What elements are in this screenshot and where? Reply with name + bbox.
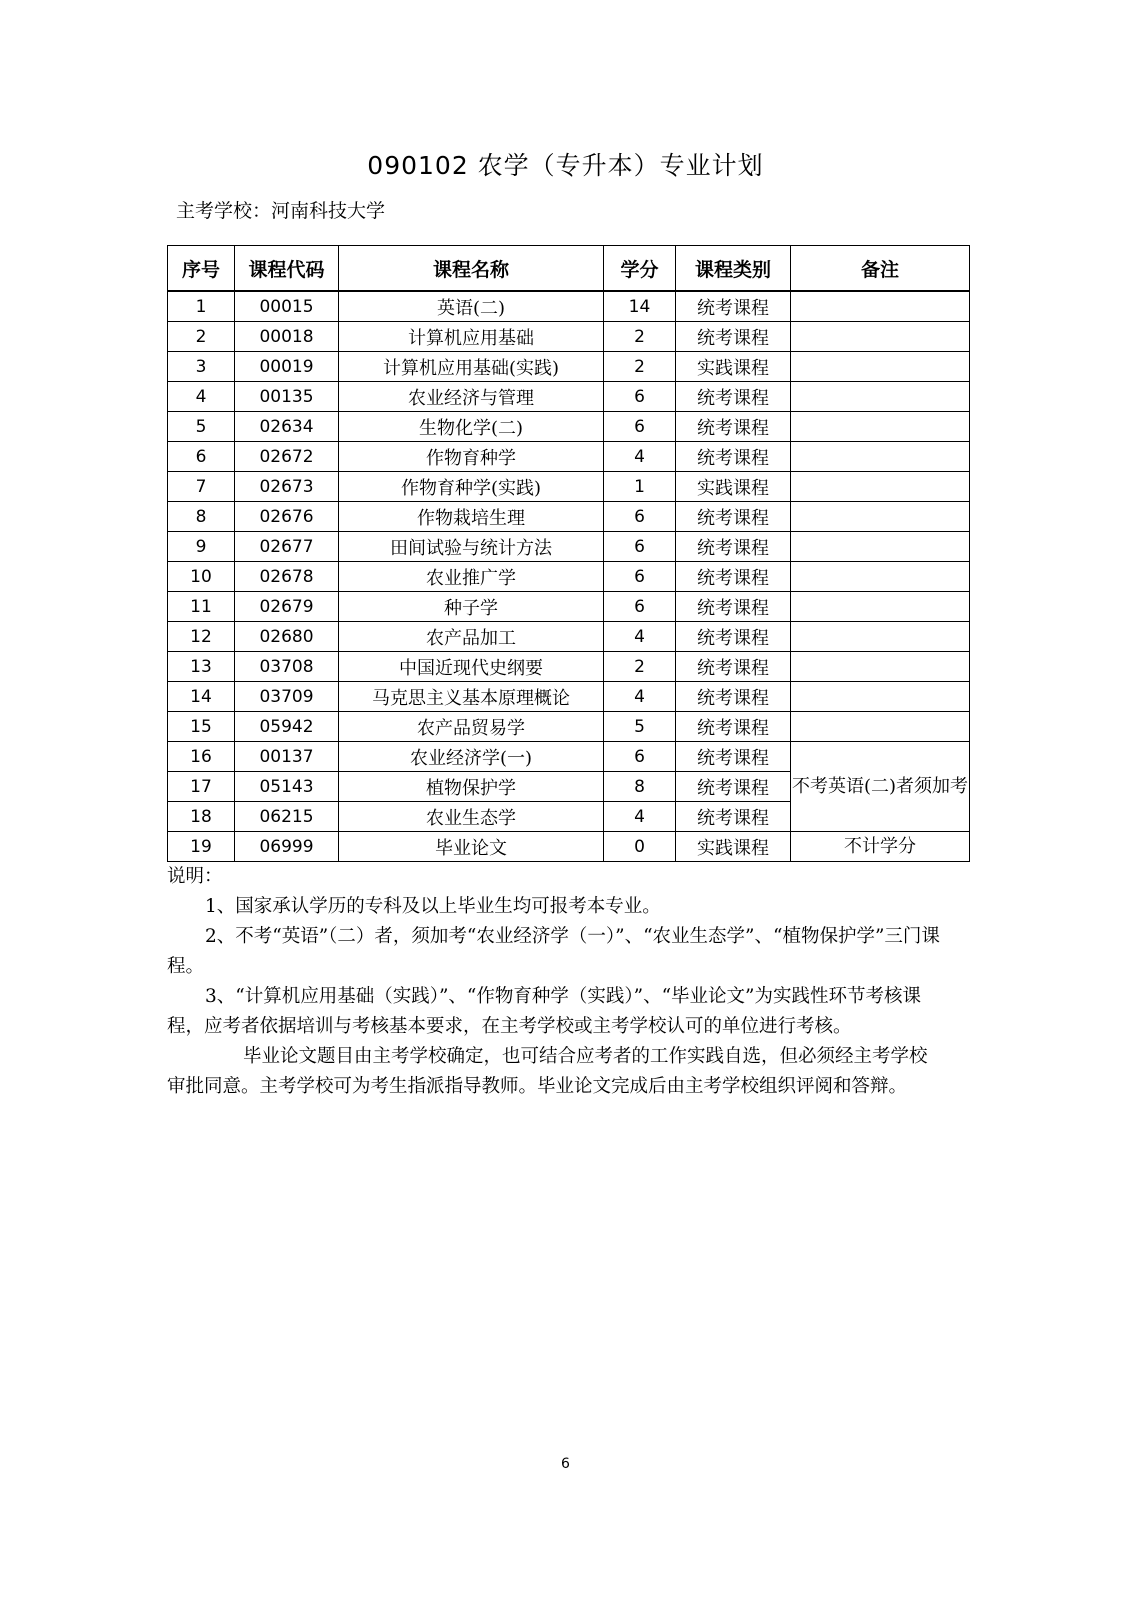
row-course-type: 统考课程 [676, 322, 791, 352]
header-credit: 学分 [604, 246, 676, 292]
row-course-name: 中国近现代史纲要 [339, 652, 604, 682]
row-credit: 6 [604, 742, 676, 772]
row-course-type: 统考课程 [676, 772, 791, 802]
row-seq: 17 [168, 772, 235, 802]
table-row [168, 472, 970, 502]
table-row [168, 352, 970, 382]
row-note [791, 382, 970, 412]
table-row [168, 712, 970, 742]
row-seq: 16 [168, 742, 235, 772]
row-course-type: 统考课程 [676, 442, 791, 472]
course-plan-table [167, 245, 970, 862]
row-note [791, 502, 970, 532]
row-course-type: 统考课程 [676, 412, 791, 442]
row-course-type: 统考课程 [676, 532, 791, 562]
row-note [791, 562, 970, 592]
row-course-code: 05942 [235, 712, 339, 742]
row-credit: 4 [604, 622, 676, 652]
row-seq: 15 [168, 712, 235, 742]
row-course-name: 农产品加工 [339, 622, 604, 652]
row-credit: 1 [604, 472, 676, 502]
row-course-name: 农业经济学(一) [339, 742, 604, 772]
row-course-name: 毕业论文 [339, 832, 604, 862]
row-course-type: 统考课程 [676, 622, 791, 652]
header-code: 课程代码 [235, 246, 339, 292]
row-note [791, 622, 970, 652]
row-seq: 4 [168, 382, 235, 412]
row-course-code: 02673 [235, 472, 339, 502]
row-seq: 3 [168, 352, 235, 382]
table-row [168, 742, 970, 772]
row-note [791, 291, 970, 322]
row-note [791, 412, 970, 442]
row-course-code: 03709 [235, 682, 339, 712]
row-seq: 19 [168, 832, 235, 862]
row-credit: 14 [604, 291, 676, 322]
row-note [791, 712, 970, 742]
row-course-code: 00018 [235, 322, 339, 352]
thesis-paragraph: 毕业论文题目由主考学校确定，也可结合应考者的工作实践自选，但必须经主考学校审批同意。主考学校可为考生指派指导教师。毕业论文完成后由主考学校组织评阅和答辩。 [167, 1046, 928, 1097]
row-course-code: 02678 [235, 562, 339, 592]
row-seq: 8 [168, 502, 235, 532]
row-course-type: 实践课程 [676, 832, 791, 862]
row-credit: 2 [604, 652, 676, 682]
row-seq: 5 [168, 412, 235, 442]
header-name: 课程名称 [339, 246, 604, 292]
row-course-code: 05143 [235, 772, 339, 802]
row-course-code: 02672 [235, 442, 339, 472]
row-course-code: 02676 [235, 502, 339, 532]
row-course-code: 00135 [235, 382, 339, 412]
row-credit: 0 [604, 832, 676, 862]
row-credit: 2 [604, 352, 676, 382]
row-credit: 6 [604, 532, 676, 562]
row-course-type: 统考课程 [676, 291, 791, 322]
row-course-code: 02634 [235, 412, 339, 442]
row-credit: 4 [604, 802, 676, 832]
row-note [791, 442, 970, 472]
table-row [168, 592, 970, 622]
header-note: 备注 [791, 246, 970, 292]
row-seq: 9 [168, 532, 235, 562]
row-seq: 13 [168, 652, 235, 682]
row-course-type: 统考课程 [676, 742, 791, 772]
row-course-code: 00137 [235, 742, 339, 772]
table-row [168, 322, 970, 352]
notes-heading: 说明： [167, 866, 223, 887]
row-course-type: 实践课程 [676, 472, 791, 502]
row-course-name: 作物育种学(实践) [339, 472, 604, 502]
row-course-name: 计算机应用基础(实践) [339, 352, 604, 382]
row-note [791, 322, 970, 352]
row-note [791, 592, 970, 622]
row-course-name: 作物育种学 [339, 442, 604, 472]
table-row [168, 562, 970, 592]
row-note-merged: 不考英语(二)者须加考 [791, 742, 970, 832]
row-note-last: 不计学分 [791, 832, 970, 862]
note-item-3: 3、“计算机应用基础（实践）”、“作物育种学（实践）”、“毕业论文”为实践性环节考核课程，应考者依据培训与考核基本要求，在主考学校或主考学校认可的单位进行考核。 [167, 986, 922, 1037]
row-course-name: 农业生态学 [339, 802, 604, 832]
row-course-code: 00015 [235, 291, 339, 322]
row-course-code: 02680 [235, 622, 339, 652]
row-course-type: 统考课程 [676, 802, 791, 832]
row-seq: 7 [168, 472, 235, 502]
row-seq: 2 [168, 322, 235, 352]
table-row [168, 682, 970, 712]
row-course-type: 统考课程 [676, 712, 791, 742]
row-credit: 5 [604, 712, 676, 742]
row-course-name: 植物保护学 [339, 772, 604, 802]
row-course-name: 计算机应用基础 [339, 322, 604, 352]
row-seq: 1 [168, 291, 235, 322]
row-credit: 6 [604, 382, 676, 412]
row-credit: 4 [604, 442, 676, 472]
row-course-type: 统考课程 [676, 562, 791, 592]
table-row [168, 442, 970, 472]
table-row [168, 502, 970, 532]
row-course-name: 生物化学(二) [339, 412, 604, 442]
row-course-code: 06999 [235, 832, 339, 862]
row-course-code: 06215 [235, 802, 339, 832]
row-credit: 6 [604, 562, 676, 592]
row-course-type: 统考课程 [676, 382, 791, 412]
row-note [791, 352, 970, 382]
row-course-name: 农产品贸易学 [339, 712, 604, 742]
table-row [168, 652, 970, 682]
row-seq: 14 [168, 682, 235, 712]
table-row [168, 832, 970, 862]
row-note [791, 532, 970, 562]
row-credit: 6 [604, 502, 676, 532]
row-course-name: 种子学 [339, 592, 604, 622]
row-course-name: 马克思主义基本原理概论 [339, 682, 604, 712]
note-item-2: 2、不考“英语”（二）者，须加考“农业经济学（一）”、“农业生态学”、“植物保护学”三门课程。 [167, 926, 940, 977]
exam-school: 主考学校：河南科技大学 [176, 200, 386, 222]
table-row [168, 382, 970, 412]
header-type: 课程类别 [676, 246, 791, 292]
note-item-1: 1、国家承认学历的专科及以上毕业生均可报考本专业。 [205, 896, 661, 917]
row-seq: 11 [168, 592, 235, 622]
table-row [168, 412, 970, 442]
row-note [791, 682, 970, 712]
row-course-type: 统考课程 [676, 502, 791, 532]
row-note [791, 472, 970, 502]
row-credit: 4 [604, 682, 676, 712]
notes-section [167, 862, 945, 1102]
row-credit: 6 [604, 412, 676, 442]
row-credit: 2 [604, 322, 676, 352]
table-header-row [168, 246, 970, 292]
row-seq: 12 [168, 622, 235, 652]
row-seq: 18 [168, 802, 235, 832]
row-course-name: 农业推广学 [339, 562, 604, 592]
row-course-name: 英语(二) [339, 291, 604, 322]
row-course-type: 统考课程 [676, 682, 791, 712]
row-course-type: 统考课程 [676, 592, 791, 622]
row-course-name: 作物栽培生理 [339, 502, 604, 532]
row-course-type: 统考课程 [676, 652, 791, 682]
row-note [791, 652, 970, 682]
table-row [168, 291, 970, 322]
row-seq: 6 [168, 442, 235, 472]
row-course-code: 03708 [235, 652, 339, 682]
row-course-name: 农业经济与管理 [339, 382, 604, 412]
row-course-name: 田间试验与统计方法 [339, 532, 604, 562]
row-credit: 6 [604, 592, 676, 622]
page-title: 090102 农学（专升本）专业计划 [367, 151, 764, 180]
table-row [168, 622, 970, 652]
row-course-code: 00019 [235, 352, 339, 382]
row-credit: 8 [604, 772, 676, 802]
row-seq: 10 [168, 562, 235, 592]
table-row [168, 532, 970, 562]
header-seq: 序号 [168, 246, 235, 292]
page-number: 6 [561, 1456, 570, 1472]
row-course-code: 02677 [235, 532, 339, 562]
row-course-code: 02679 [235, 592, 339, 622]
row-course-type: 实践课程 [676, 352, 791, 382]
